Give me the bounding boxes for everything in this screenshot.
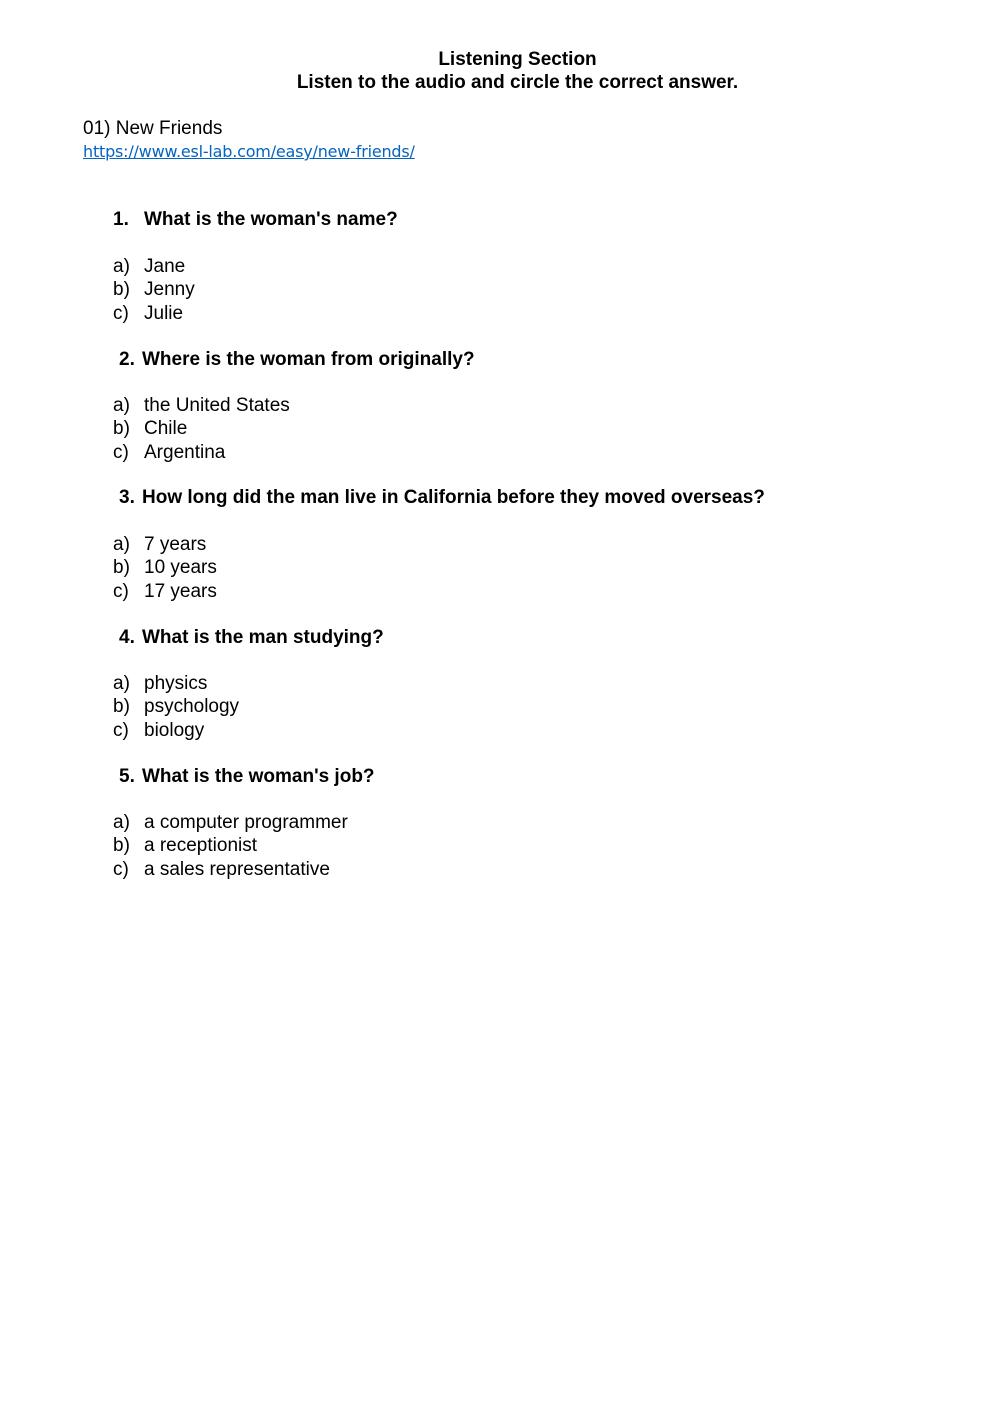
- question-3: [119, 486, 765, 509]
- option-1c[interactable]: [113, 302, 195, 325]
- option-text: Jane: [144, 256, 186, 277]
- option-letter: a): [113, 534, 130, 555]
- option-text: biology: [144, 719, 205, 741]
- option-text: Argentina: [144, 441, 226, 463]
- option-3a[interactable]: [113, 533, 217, 556]
- option-1a[interactable]: [113, 255, 195, 278]
- question-number: 3.: [119, 487, 135, 508]
- option-text: 17 years: [144, 580, 217, 602]
- option-3c[interactable]: [113, 580, 217, 603]
- question-number: 4.: [119, 627, 135, 648]
- option-4a[interactable]: [113, 672, 239, 695]
- option-letter: c): [113, 719, 129, 741]
- option-letter: a): [113, 395, 130, 416]
- question-number: 2.: [119, 349, 135, 370]
- option-letter: a): [113, 812, 130, 833]
- option-letter: c): [113, 580, 129, 602]
- option-letter: b): [113, 557, 130, 579]
- option-5a[interactable]: [113, 811, 348, 834]
- options-list-3: [113, 533, 217, 603]
- question-2: [119, 348, 475, 371]
- options-list-5: [113, 811, 348, 881]
- option-letter: b): [113, 835, 130, 857]
- option-5c[interactable]: [113, 858, 348, 881]
- audio-source-link[interactable]: https://www.esl-lab.com/easy/new-friends/: [83, 142, 415, 161]
- option-text: a computer programmer: [144, 812, 348, 833]
- question-text: How long did the man live in California before they moved overseas?: [142, 487, 765, 508]
- option-text: Julie: [144, 302, 184, 324]
- option-5b[interactable]: [113, 834, 348, 857]
- section-title: 01) New Friends: [83, 118, 223, 139]
- option-letter: b): [113, 418, 130, 440]
- question-text: What is the woman's name?: [144, 209, 398, 230]
- option-text: Chile: [144, 418, 188, 440]
- option-letter: c): [113, 302, 129, 324]
- option-text: psychology: [144, 696, 240, 718]
- question-5: [119, 765, 375, 788]
- option-letter: c): [113, 441, 129, 463]
- option-4b[interactable]: [113, 695, 239, 718]
- option-text: a sales representative: [144, 858, 330, 880]
- option-2b[interactable]: [113, 417, 290, 440]
- option-letter: b): [113, 696, 130, 718]
- option-1b[interactable]: [113, 278, 195, 301]
- option-letter: c): [113, 858, 129, 880]
- option-4c[interactable]: [113, 719, 239, 742]
- question-text: Where is the woman from originally?: [142, 349, 475, 370]
- option-3b[interactable]: [113, 556, 217, 579]
- question-number: 5.: [119, 766, 135, 787]
- page-title: Listening Section: [438, 49, 597, 70]
- option-letter: a): [113, 673, 130, 694]
- option-text: 10 years: [144, 557, 217, 579]
- options-list-1: [113, 255, 195, 325]
- question-number: 1.: [113, 209, 129, 230]
- option-text: a receptionist: [144, 835, 258, 857]
- option-letter: b): [113, 279, 130, 301]
- question-text: What is the man studying?: [142, 627, 384, 648]
- options-list-4: [113, 672, 239, 742]
- option-2c[interactable]: [113, 441, 290, 464]
- option-text: 7 years: [144, 534, 207, 555]
- option-2a[interactable]: [113, 394, 290, 417]
- option-text: the United States: [144, 395, 290, 416]
- question-text: What is the woman's job?: [142, 766, 375, 787]
- option-text: Jenny: [144, 279, 195, 301]
- option-text: physics: [144, 673, 208, 694]
- question-4: [119, 626, 384, 649]
- options-list-2: [113, 394, 290, 464]
- instruction-text: Listen to the audio and circle the correct answer.: [296, 72, 739, 93]
- option-letter: a): [113, 256, 130, 277]
- question-1: [113, 208, 398, 231]
